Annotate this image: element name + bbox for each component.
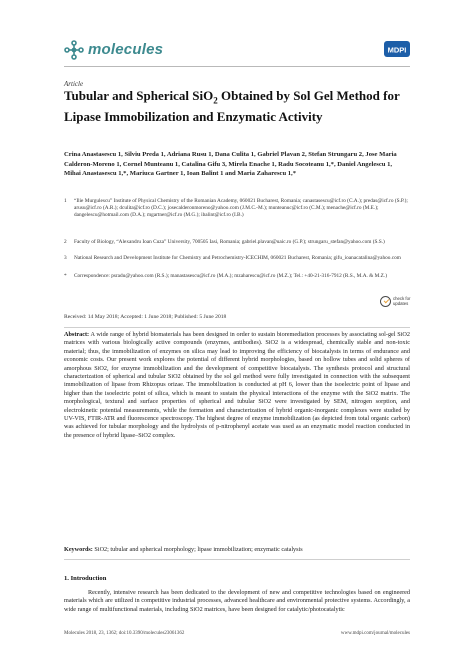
paper-title <box>64 88 404 124</box>
check-for-updates-badge[interactable] <box>380 294 410 314</box>
title-part-subscript: 2 <box>213 95 218 106</box>
affiliation-text: Faculty of Biology, “Alexandru Ioan Cuza” University, 700505 Iasi, Romania; gabriel.plavan@uaic.ro (G.P.); strungaru_stefan@yahoo.com (S.S.) <box>74 239 385 245</box>
affiliation-1 <box>64 198 410 240</box>
affiliation-3 <box>64 255 410 271</box>
check-updates-text: check for updates <box>393 296 411 306</box>
keywords-label: Keywords: <box>64 546 93 553</box>
title-part-1: Tubular and Spherical SiO <box>64 88 214 103</box>
footer-url[interactable]: www.mdpi.com/journal/molecules <box>340 631 410 636</box>
correspondence <box>64 273 410 289</box>
affiliation-number: 1 <box>64 198 67 204</box>
affiliation-2 <box>64 239 410 255</box>
author-list <box>64 150 404 179</box>
affiliation-text: “Ilie Murgulescu” Institute of Physical Chemistry of the Romanian Academy, 060021 Bucharest, Romania; canastasescu@icf.ro (C.A.); predas@icf.ro (S.P.); arusu@icf.ro (A.R.); dculita@icf.ro (D.C.); josecalderonmoreno@yahoo.com (J.M.C.-M.); munteanuc@icf.ro (C.M.); menache@icf.ro (M.E.); dangelescu@hotmail.com (D.A.); mgartner@icf.ro (M.G.); ibalint@icf.ro (I.B.) <box>74 198 408 219</box>
affiliation-number: 2 <box>64 239 67 245</box>
keywords-rule <box>64 559 410 560</box>
abstract <box>64 331 410 440</box>
affiliation-number: * <box>64 273 67 279</box>
abstract-text: A wide range of hybrid biomaterials has been designed in order to sustain bioremediation processes by associating sol-gel SiO2 matrices with various biologically active compounds (enzymes, antibodies). SiO2 is a widespread, chemically stable and non-toxic material; thus, the immobilization of enzymes on silica may lead to improving the efficiency of biocatalysts in terms of endurance and economic costs. Our present work explores the potential of different hybrid morphologies, based on hollow tubes and solid spheres of amorphous SiO2, for enzyme immobilization and the development of competitive biocatalysts. The synthesis protocol and structural characterization of spherical and tubular SiO2 obtained by the sol gel method were fully investigated in connection with the subsequent immobilization of lipase from Rhizopus orizae. The immobilization is conducted at pH 6, lower than the isoelectric point of lipase and higher than the isoelectric point of silica, which is meant to sustain the physical interactions of the enzyme with the SiO2 matrix. The morphological, textural and surface properties of spherical and tubular SiO2 were investigated by SEM, nitrogen sorption, and electrokinetic potential measurements, while the formation and characterization of hybrid organic-inorganic complexes were studied by UV-VIS, FTIR-ATR and fluorescence spectroscopy. The highest degree of enzyme immobilization (as depicted from total organic carbon) was achieved for tubular morphology and the hydrolysis of p-nitrophenyl acetate was used as an enzymatic model reaction conducted in the presence of hybrid lipase–SiO2 complex. <box>64 331 410 439</box>
title-part-2: Obtained by Sol Gel Method for Lipase Immobilization and Enzymatic Activity <box>64 88 400 124</box>
section-heading: 1. Introduction <box>64 575 107 582</box>
keywords-text: SiO2; tubular and spherical morphology; lipase immobilization; enzymatic catalysis <box>92 546 303 553</box>
publication-dates: Received: 14 May 2018; Accepted: 1 June 2018; Published: 5 June 2018 <box>64 314 227 320</box>
introduction-paragraph: Recently, intensive research has been dedicated to the development of new and competitive technologies based on engineered materials which are utilized in competitive industrial processes, advanced healthcare and environmental protective systems. Accordingly, a wide range of multifunctional materials, including SiO2 matrices, have been designed for catalytic/photocatalytic <box>64 589 410 613</box>
footer-citation: Molecules 2018, 23, 1362; doi:10.3390/molecules23061362 <box>64 631 185 636</box>
keywords <box>64 546 410 553</box>
dates-rule <box>64 327 410 328</box>
mdpi-logo-icon <box>384 41 410 61</box>
affiliation-text: National Research and Development Institute for Chemistry and Petrochemistry-ICECHIM, 060021 Bucharest, Romania; gifu_ioanacatalina@yahoo.com <box>74 255 401 261</box>
journal-name: molecules <box>88 41 164 58</box>
check-updates-icon <box>380 296 391 307</box>
abstract-label: Abstract: <box>64 331 90 338</box>
mdpi-logo-text: MDPI <box>387 45 407 55</box>
affiliation-number: 3 <box>64 255 67 261</box>
article-type: Article <box>64 80 84 88</box>
molecules-logo-icon <box>64 40 84 60</box>
authors-text: Crina Anastasescu 1, Silviu Preda 1, Adriana Rusu 1, Dana Culita 1, Gabriel Plavan 2, Stefan Strungaru 2, Jose Maria Calderon-Moreno 1, Cornel Munteanu 1, Catalina Gifu 3, Mirela Enache 1, Radu Socoteanu 1,*, Daniel Angelescu 1, Mihai Anastasescu 1,*, Mariuca Gartner 1, Ioan Balint 1 and Maria Zaharescu 1,* <box>64 151 397 178</box>
header-rule <box>64 66 410 67</box>
affiliation-text: Correspondence: psradu@yahoo.com (R.S.); manastasescu@icf.ro (M.A.); mzaharescu@icf.ro (M.Z.); Tel.: +40-21-316-7912 (R.S., M.A. & M.Z.) <box>74 273 387 279</box>
